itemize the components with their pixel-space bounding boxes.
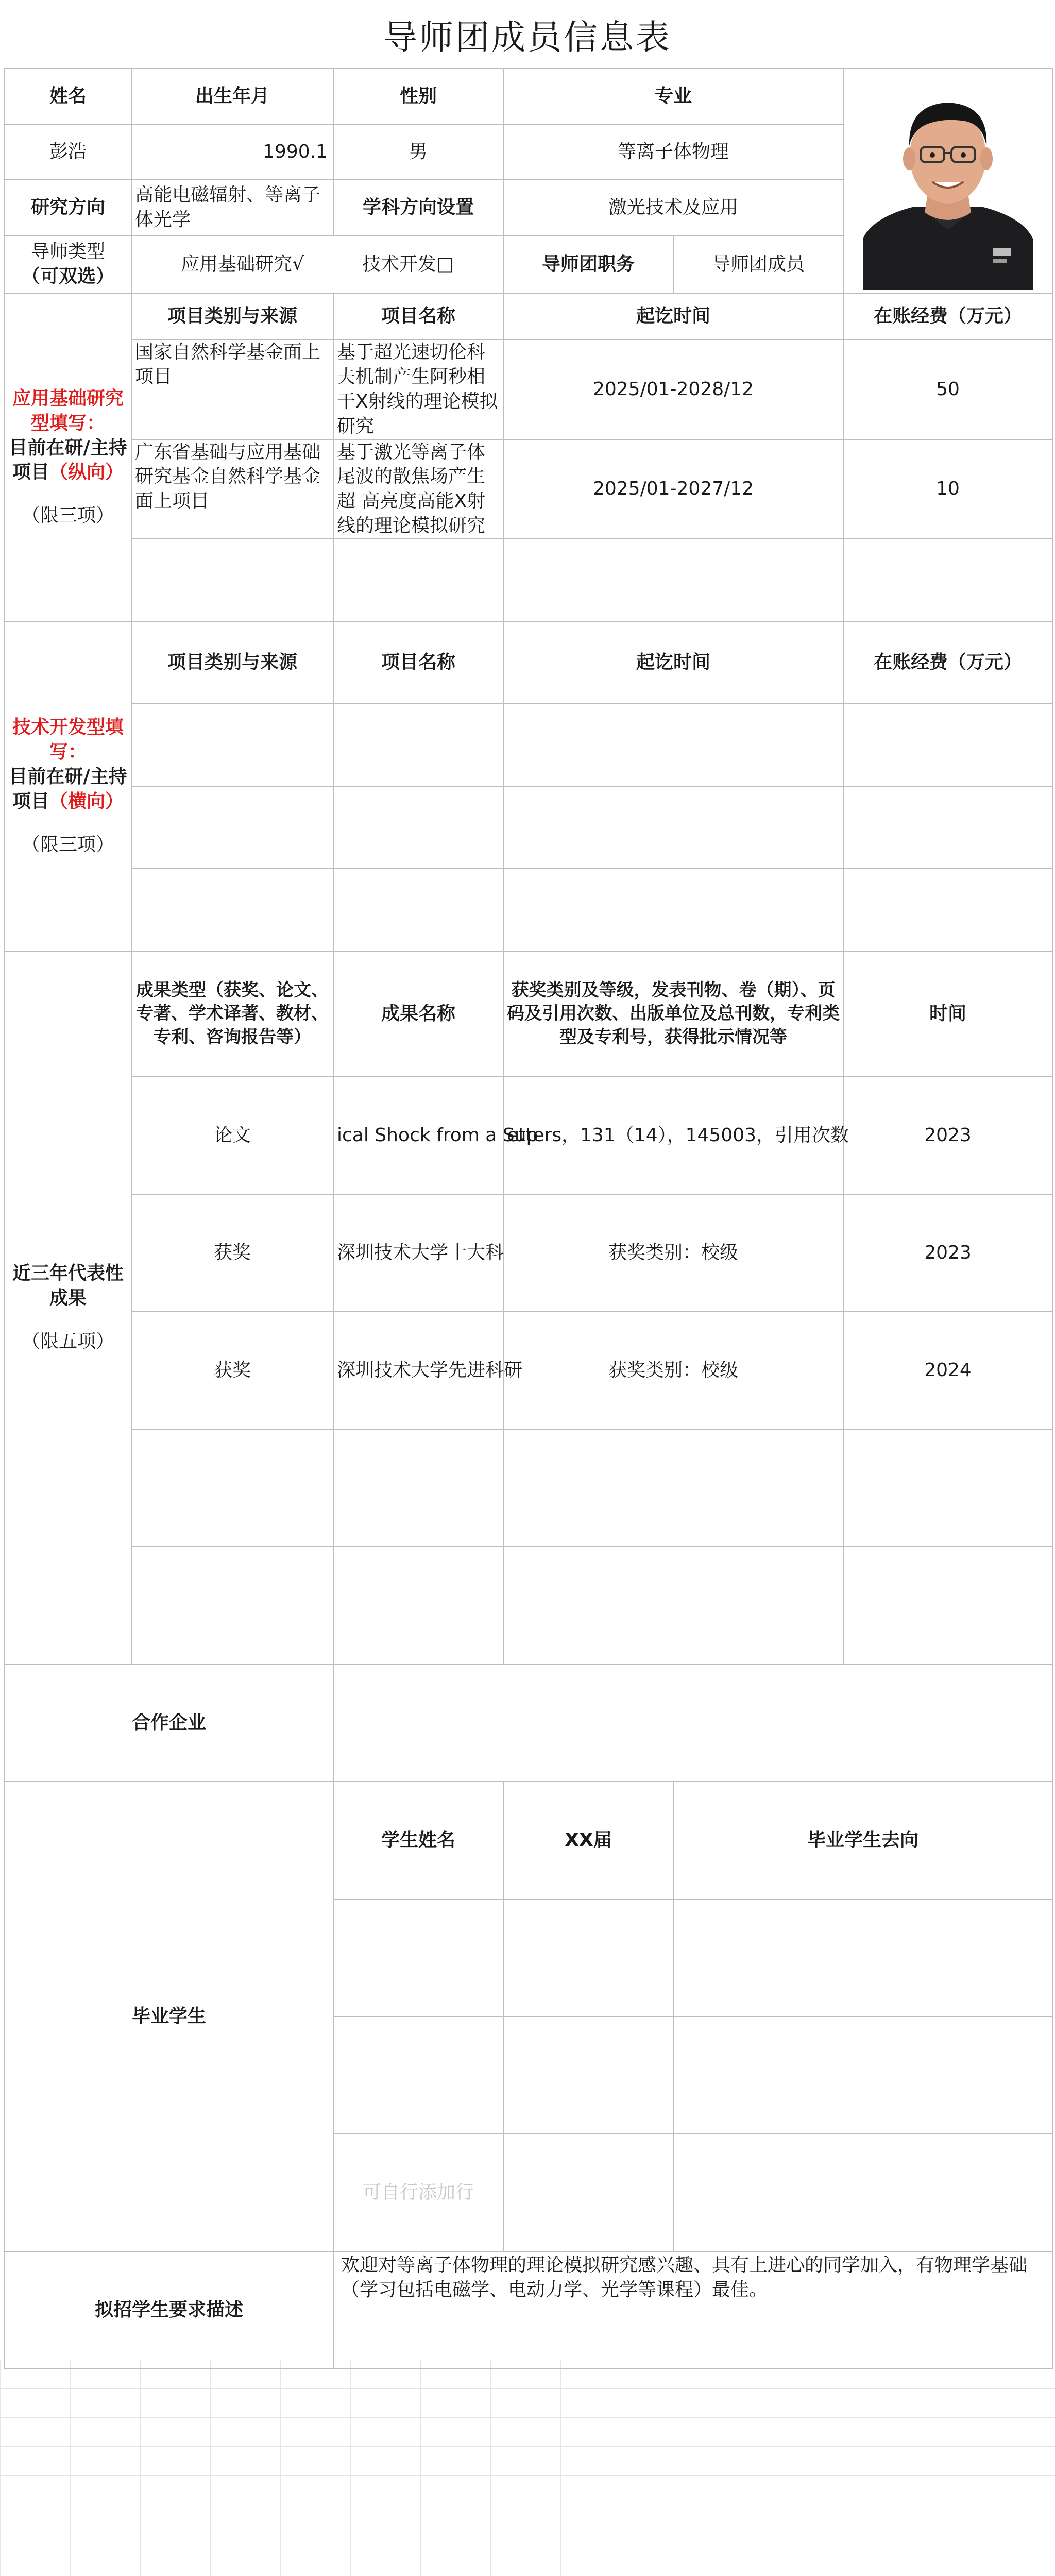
birth-value: 1990.1 [131, 124, 333, 180]
achievement-header-name: 成果名称 [333, 951, 503, 1077]
graduate-row3-destination [673, 2134, 1052, 2251]
tech-row1-funding [843, 704, 1052, 786]
tech-row1-source [131, 704, 333, 786]
name-label: 姓名 [5, 69, 131, 124]
name-value: 彭浩 [5, 124, 131, 180]
achievement-header-type: 成果类型（获奖、论文、专著、学术译著、教材、专利、咨询报告等） [131, 951, 333, 1077]
basic-row3-source [131, 539, 333, 621]
achievement-row2-type: 获奖 [131, 1194, 333, 1312]
tech-row3-source [131, 869, 333, 951]
mentor-type-options [131, 235, 503, 293]
table-row [5, 1312, 1052, 1429]
tech-row1-period [503, 704, 843, 786]
basic-side-limit: （限三项） [21, 505, 114, 527]
basic-row3-funding [843, 539, 1052, 621]
mentor-info-form [4, 68, 1053, 2369]
achievements-side-limit: （限五项） [21, 1330, 114, 1352]
graduate-row2-destination [673, 2016, 1052, 2134]
achievement-row3-year: 2024 [843, 1312, 1052, 1429]
graduate-row1-destination [673, 1899, 1052, 2016]
partner-label: 合作企业 [5, 1664, 333, 1782]
table-row [5, 1194, 1052, 1312]
table-row [5, 340, 1052, 439]
graduate-row2-year [503, 2016, 673, 2134]
basic-header-period: 起讫时间 [503, 293, 843, 340]
tech-row3-period [503, 869, 843, 951]
graduate-row1-name [333, 1899, 503, 2016]
tech-header-source: 项目类别与来源 [131, 621, 333, 704]
achievement-row5-name [333, 1547, 503, 1664]
achievement-header-time: 时间 [843, 951, 1052, 1077]
achievement-row1-type: 论文 [131, 1077, 333, 1194]
achievement-row1-year: 2023 [843, 1077, 1052, 1194]
requirements-label: 拟招学生要求描述 [5, 2251, 333, 2369]
achievement-row2-detail: 获奖类别：校级 [503, 1194, 843, 1312]
research-label: 研究方向 [5, 180, 131, 235]
basic-row1-source: 国家自然科学基金面上项目 [131, 340, 333, 439]
achievement-row3-detail: 获奖类别：校级 [503, 1312, 843, 1429]
tech-row2-source [131, 786, 333, 869]
basic-row3-name [333, 539, 503, 621]
graduates-header-name: 学生姓名 [333, 1782, 503, 1899]
tech-side-limit: （限三项） [21, 834, 114, 855]
basic-row2-funding: 10 [843, 439, 1052, 539]
achievement-row5-year [843, 1547, 1052, 1664]
basic-row1-funding: 50 [843, 340, 1052, 439]
gender-value: 男 [333, 124, 503, 180]
table-row [5, 704, 1052, 786]
achievement-row5-type [131, 1547, 333, 1664]
achievement-row1-name: ical Shock from a Sup [333, 1077, 503, 1194]
table-row [5, 786, 1052, 869]
basic-side-red: 应用基础研究型填写： [12, 387, 124, 434]
basic-projects-side-label [5, 293, 131, 621]
portrait-photo-icon [863, 84, 1033, 290]
role-label: 导师团职务 [503, 235, 673, 293]
basic-row1-name: 基于超光速切伦科夫机制产生阿秒相干X射线的理论模拟研究 [333, 340, 503, 439]
basic-row1-period: 2025/01-2028/12 [503, 340, 843, 439]
tech-side-red-2: （横向） [49, 790, 124, 812]
achievement-row2-year: 2023 [843, 1194, 1052, 1312]
basic-row3-period [503, 539, 843, 621]
achievement-row4-detail [503, 1429, 843, 1547]
mentor-type-tech-option[interactable]: 技术开发□ [362, 253, 454, 275]
basic-header-source: 项目类别与来源 [131, 293, 333, 340]
achievement-row1-detail: etters，131（14），145003，引用次数 [503, 1077, 843, 1194]
tech-projects-side-label [5, 621, 131, 951]
basic-row2-period: 2025/01-2027/12 [503, 439, 843, 539]
partner-value [333, 1664, 1052, 1782]
basic-row2-source: 广东省基础与应用基础研究基金自然科学基金面上项目 [131, 439, 333, 539]
page-title: 导师团成员信息表 [383, 17, 672, 57]
tech-side-black: 目前在研/主持项目 [9, 766, 127, 812]
achievement-row5-detail [503, 1547, 843, 1664]
achievement-row3-name: 深圳技术大学先进科研 [333, 1312, 503, 1429]
tech-row2-period [503, 786, 843, 869]
tech-row3-funding [843, 869, 1052, 951]
basic-side-red-2: （纵向） [49, 462, 124, 483]
portrait-photo [844, 72, 1052, 290]
basic-row2-name: 基于激光等离子体尾波的散焦场产生超 高亮度高能X射线的理论模拟研究 [333, 439, 503, 539]
graduate-row3-hint: 可自行添加行 [333, 2134, 503, 2251]
tech-side-red: 技术开发型填写： [12, 717, 124, 763]
mentor-type-label-line1: 导师类型 [30, 241, 105, 263]
graduate-row3-year [503, 2134, 673, 2251]
photo-cell [843, 69, 1052, 293]
mentor-type-basic-option[interactable]: 应用基础研究√ [181, 253, 304, 275]
achievement-row4-name [333, 1429, 503, 1547]
discipline-value: 激光技术及应用 [503, 180, 843, 235]
tech-header-period: 起讫时间 [503, 621, 843, 704]
achievements-side-title: 近三年代表性成果 [12, 1263, 124, 1309]
major-value: 等离子体物理 [503, 124, 843, 180]
table-row [5, 869, 1052, 951]
basic-header-funding: 在账经费（万元） [843, 293, 1052, 340]
achievement-row4-type [131, 1429, 333, 1547]
tech-row3-name [333, 869, 503, 951]
graduate-row1-year [503, 1899, 673, 2016]
discipline-label: 学科方向设置 [333, 180, 503, 235]
gender-label: 性别 [333, 69, 503, 124]
table-row [5, 539, 1052, 621]
role-value: 导师团成员 [673, 235, 843, 293]
research-value: 高能电磁辐射、等离子体光学 [131, 180, 333, 235]
mentor-type-label-line2: （可双选） [21, 266, 114, 287]
tech-header-name: 项目名称 [333, 621, 503, 704]
graduate-row2-name [333, 2016, 503, 2134]
basic-header-name: 项目名称 [333, 293, 503, 340]
achievement-row3-type: 获奖 [131, 1312, 333, 1429]
table-row [5, 1429, 1052, 1547]
requirements-text: 欢迎对等离子体物理的理论模拟研究感兴趣、具有上进心的同学加入，有物理学基础（学习包括电磁学、电动力学、光学等课程）最佳。 [333, 2251, 1052, 2369]
achievements-side-label [5, 951, 131, 1664]
tech-header-funding: 在账经费（万元） [843, 621, 1052, 704]
achievement-row4-year [843, 1429, 1052, 1547]
basic-side-black: 目前在研/主持项目 [9, 437, 127, 483]
tech-row2-funding [843, 786, 1052, 869]
table-row [5, 439, 1052, 539]
graduates-header-year: XX届 [503, 1782, 673, 1899]
achievement-row2-name: 深圳技术大学十大科 [333, 1194, 503, 1312]
graduates-header-destination: 毕业学生去向 [673, 1782, 1052, 1899]
spreadsheet-background-grid [0, 2360, 1055, 2576]
birth-label: 出生年月 [131, 69, 333, 124]
achievement-header-detail: 获奖类别及等级，发表刊物、卷（期）、页码及引用次数、出版单位及总刊数，专利类型及专利号，获得批示情况等 [503, 951, 843, 1077]
major-label: 专业 [503, 69, 843, 124]
tech-row1-name [333, 704, 503, 786]
table-row [5, 1547, 1052, 1664]
table-row [5, 1077, 1052, 1194]
graduates-label: 毕业学生 [5, 1782, 333, 2251]
tech-row2-name [333, 786, 503, 869]
mentor-type-label [5, 235, 131, 293]
